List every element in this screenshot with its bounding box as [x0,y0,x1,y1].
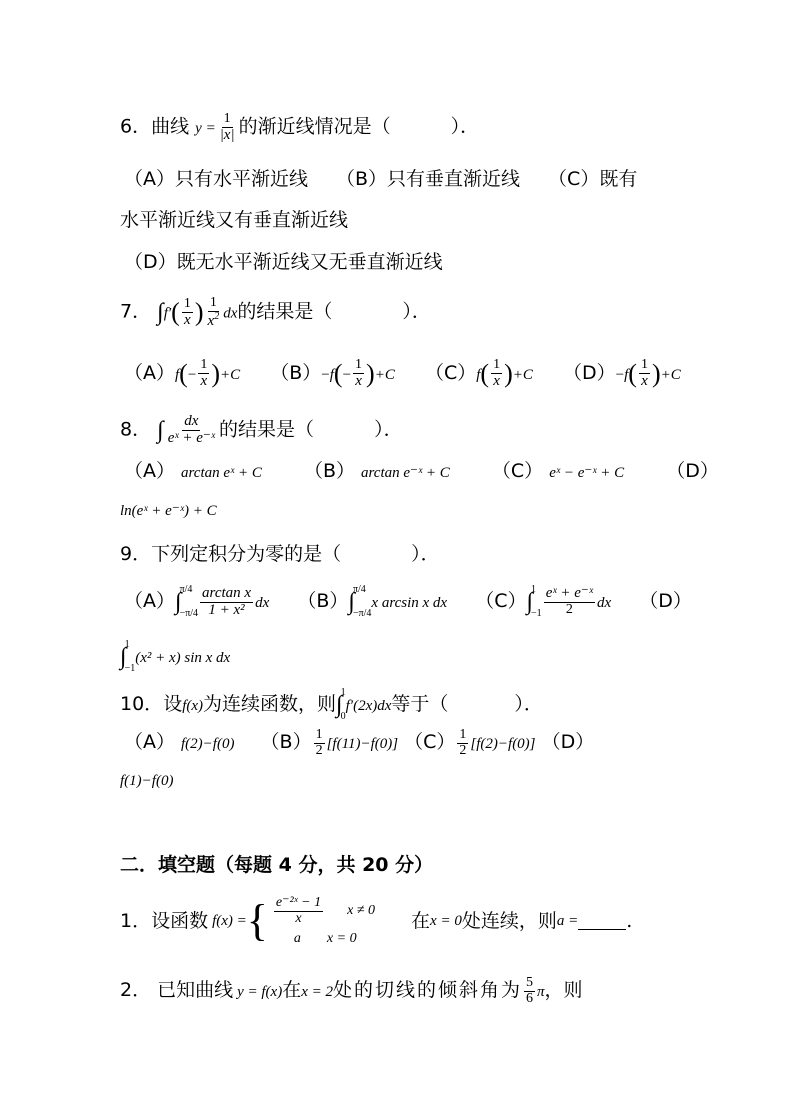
q6-option-c-cont: 水平渐近线又有垂直渐近线 [120,209,349,231]
q10-number: 10． [120,693,164,715]
q7-option-b: （B）−f(− $\frac{1}{x}$ )+C [270,357,395,389]
piecewise-cases: $\frac{\text{e⁻²ˣ − 1}}{x}$ x ≠ 0 a x = 0 [275,895,376,947]
q8-option-a: arctan eˣ + C [181,465,262,481]
q7-stem: 7． ∫f′( $\frac{1}{x}$ ) $\frac{1}{x^2}$ dx的结果是（ ）． [120,295,431,329]
q10-option-b: [f(11)−f(0)] [326,736,399,753]
q10-option-d: f(1)−f(0) [120,773,174,789]
fill-2-number: 2． [120,979,152,1002]
q8-options: （A） arctan eˣ + C （B） arctan e⁻ˣ + C （C） eˣ − e⁻ˣ + C （D） [124,460,719,482]
q6-fraction: $\frac{1}{|x|}$ [219,111,235,143]
q8-fraction: $\frac{dx}{\text{eˣ + e⁻ˣ}}$ [167,413,216,446]
q9-option-a: （A）∫ π/4 −π/4 $\frac{\text{arctan x}}{\text{1 + x²}}$ dx [124,584,270,619]
q9-number: 9． [120,543,152,565]
q9-option-d: ∫ 1 −1 (x² + x) sin x dx [120,639,231,674]
q6-option-c: （C）既有 [548,168,638,190]
q9-options: （A）∫ π/4 −π/4 $\frac{\text{arctan x}}{\text{1 + x²}}$ dx （B）∫ π/4 −π/4 x arcsin x dx （C）∫ 1 −1 $\frac{\text{eˣ + e⁻ˣ}}{2}$ dx （D） [124,584,692,619]
q8-option-b: arctan e⁻ˣ + C [361,465,450,481]
answer-blank [578,913,626,930]
q6-stem: 6．曲线 y = $\frac{1}{|x|}$ 的渐近线情况是（ ）． [120,111,480,143]
fill-2: 2． 已知曲线 y = f(x)在x = 2处的切线的倾斜角为 $\frac{5}{6}$ π，则 [120,975,583,1006]
q9-option-b: （B）∫ π/4 −π/4 x arcsin x dx [297,584,448,619]
section-title: 二．填空题（每题 4 分，共 20 分） [120,854,434,876]
q6-options-row1 [124,170,637,189]
q9-stem: 9．下列定积分为零的是（ ）． [120,543,440,565]
q9-option-c: （C）∫ 1 −1 $\frac{\text{eˣ + e⁻ˣ}}{2}$ dx [475,584,612,619]
q6-option-a: （A）只有水平渐近线 [124,168,308,190]
q6-option-b: （B）只有垂直渐近线 [336,168,521,190]
q8-option-c: eˣ − e⁻ˣ + C [549,465,625,481]
q7-option-d: （D）−f( $\frac{1}{x}$ )+C [562,357,681,389]
q7-options [124,358,681,389]
q6-number: 6． [120,115,152,138]
q8-number: 8． [120,418,152,441]
q10-options: （A） f(2)−f(0) （B） $\frac{1}{2}$ [f(11)−f(0)] （C） $\frac{1}{2}$ [f(2)−f(0)] （D） [124,727,595,758]
q7-option-a: （A）f(− $\frac{1}{x}$ )+C [124,357,241,389]
q7-option-c: （C）f( $\frac{1}{x}$ )+C [424,357,533,389]
q10-option-a: f(2)−f(0) [181,736,235,753]
fill-1-number: 1． [120,909,152,932]
q7-number: 7． [120,300,152,323]
fill-1: 1． 设函数 f(x) = { $\frac{\text{e⁻²ˣ − 1}}{x}$ x ≠ 0 a x = 0 在 x = 0 处连续，则 a = . [120,895,633,947]
q6-option-d: （D）既无水平渐近线又无垂直渐近线 [124,251,443,273]
q10-stem: 10．设f(x)为连续函数，则∫ 1 0 f′(2x)dx等于（ ）． [120,687,543,722]
q8-stem: 8． ∫ $\frac{dx}{\text{eˣ + e⁻ˣ}}$ 的结果是（ ）． [120,413,403,446]
q8-option-d: ln(eˣ + e⁻ˣ) + C [120,503,217,519]
q10-option-c: [f(2)−f(0)] [470,736,536,753]
